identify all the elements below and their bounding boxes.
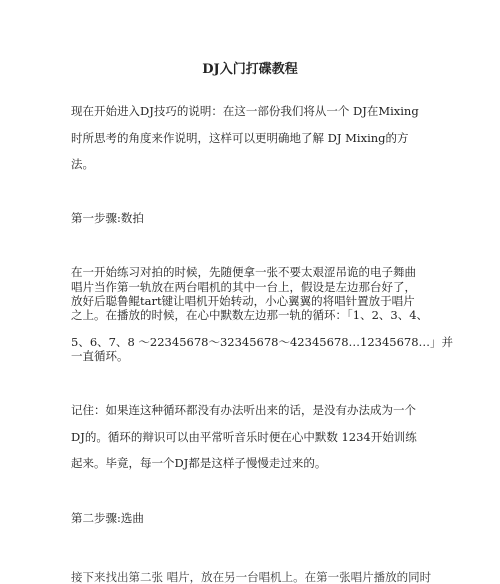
step1-para1-line-5: 5、6、7、8 ～22345678～32345678～42345678…12345678…」并 <box>71 335 454 349</box>
step1-para1-line-4: 之上。在播放的时候，在心中默数左边那一轨的循环：「1、2、3、4、 <box>71 308 429 322</box>
intro-line-1: 现在开始进入DJ技巧的说明：在这一部份我们将从一个 DJ在Mixing <box>71 104 419 118</box>
step2-heading: 第二步骤:选曲 <box>71 511 144 525</box>
intro-line-2: 时所思考的角度来作说明，这样可以更明确地了解 DJ Mixing的方 <box>71 131 409 145</box>
step1-heading: 第一步骤:数拍 <box>71 211 144 225</box>
step1-para1-line-1: 在一开始练习对拍的时候，先随便拿一张不要太艰涩吊诡的电子舞曲 <box>71 265 416 279</box>
step1-para1-line-6: 一直循环。 <box>71 349 129 363</box>
intro-line-3: 法。 <box>71 157 94 171</box>
step1-para2-line-3: 起来。毕竟，每一个DJ都是这样子慢慢走过来的。 <box>71 456 327 470</box>
step1-para2-line-1: 记住：如果连这种循环都没有办法听出来的话，是没有办法成为一个 <box>71 403 416 417</box>
step1-para1-line-3: 放好后聪鲁鲲tart键让唱机开始转动，小心翼翼的将唱针置放于唱片 <box>71 294 415 308</box>
step2-cut-line: 接下来找出第二张 唱片，放在另一台唱机上。在第一张唱片播放的同时 <box>71 569 432 584</box>
step1-para2-line-2: DJ的。循环的辩识可以由平常听音乐时便在心中默数 1234开始训练 <box>71 430 417 444</box>
document-title: DJ入门打碟教程 <box>202 62 298 77</box>
step1-para1-line-2: 唱片当作第一轨放在两台唱机的其中一台上，假设是左边那台好了， <box>71 280 416 294</box>
